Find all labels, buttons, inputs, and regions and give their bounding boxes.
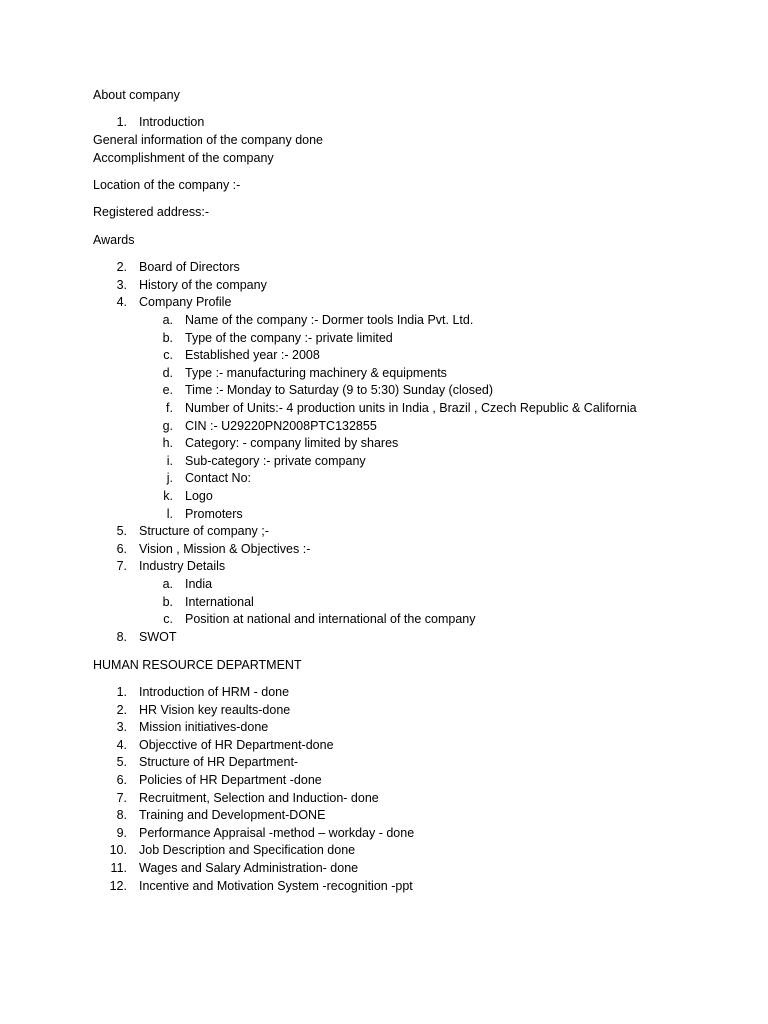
profile-list-item: Name of the company :- Dormer tools India Pvt. Ltd. [185,313,474,327]
list-number: 2. [116,702,127,717]
location-line: Location of the company :- [93,178,241,192]
list-number: 6. [116,773,127,787]
list-number: b. [162,594,173,609]
registered-address-line: Registered address:- [93,205,210,219]
list-number: e. [162,383,173,398]
hr-list-item: Incentive and Motivation System -recognition -ppt [139,878,413,893]
list-item: History of the company [139,277,267,292]
profile-list-item: Established year :- 2008 [185,348,320,363]
list-number: d. [162,365,173,380]
profile-list-item: Contact No: [185,471,252,486]
profile-list-item: Category: - company limited by shares [185,436,399,451]
hr-list-item: Recruitment, Selection and Induction- done [139,790,379,805]
list-number: 8. [116,808,127,823]
list-number: c. [163,612,173,627]
list-number: 12. [109,878,127,893]
list-item: Structure of company ;- [139,524,269,538]
list-item: Company Profile [139,295,232,310]
list-number: k. [163,489,173,503]
profile-list-item: Type of the company :- private limited [185,330,393,345]
list-number: 7. [116,790,127,805]
list-number: 5. [116,755,127,770]
list-number: 9. [116,825,127,840]
hr-list-item: Mission initiatives-done [139,720,269,735]
hr-list-item: Introduction of HRM - done [139,685,290,699]
list-number: i. [166,453,173,468]
list-number: 4. [116,295,127,310]
list-number: 4. [116,737,127,752]
list-number: f. [166,401,173,415]
list-number: 3. [116,720,127,735]
list-number: l. [166,506,173,521]
hr-list-item: Wages and Salary Administration- done [139,861,359,875]
list-number: 6. [116,541,127,556]
list-item: Vision , Mission & Objectives :- [139,541,311,556]
accomplishment-line: Accomplishment of the company [93,151,274,165]
profile-list-item: Logo [185,489,213,503]
list-number: 1. [116,115,127,129]
list-number: 7. [116,559,127,574]
list-number: a. [162,313,173,327]
industry-list-item: India [185,577,213,591]
list-number: a. [162,577,173,591]
general-information-line: General information of the company done [93,133,323,147]
list-item: Board of Directors [139,260,240,274]
list-number: 5. [116,524,127,538]
hr-list-item: Training and Development-DONE [139,808,326,823]
hr-list-item: Objecctive of HR Department-done [139,737,334,752]
list-number: 8. [116,630,127,644]
list-number: 3. [116,277,127,292]
list-item-swot: SWOT [139,630,177,644]
list-number: c. [163,348,173,363]
profile-list-item: CIN :- U29220PN2008PTC132855 [185,418,377,433]
profile-list-item: Promoters [185,506,243,521]
list-number: 1. [116,685,127,699]
profile-list-item: Time :- Monday to Saturday (9 to 5:30) Sunday (closed) [185,383,494,398]
hr-list-item: Job Description and Specification done [139,843,356,858]
list-number: g. [162,418,173,433]
hr-list-item: HR Vision key reaults-done [139,702,291,717]
list-number: 2. [116,260,127,274]
industry-list-item: Position at national and international of the company [185,612,476,627]
about-company-heading: About company [93,88,180,102]
profile-list-item: Type :- manufacturing machinery & equipments [185,365,447,380]
hr-department-heading: HUMAN RESOURCE DEPARTMENT [93,658,302,672]
list-number: h. [162,436,173,451]
hr-list-item: Performance Appraisal -method – workday - done [139,825,415,840]
list-item-introduction: Introduction [139,115,205,129]
list-number: b. [162,330,173,345]
hr-list-item: Policies of HR Department -done [139,773,322,787]
profile-list-item: Sub-category :- private company [185,453,366,468]
profile-list-item: Number of Units:- 4 production units in India , Brazil , Czech Republic & California [185,401,637,415]
list-item: Industry Details [139,559,226,574]
list-number: 10. [109,843,127,858]
awards-line: Awards [93,233,135,247]
industry-list-item: International [185,594,254,609]
hr-list-item: Structure of HR Department- [139,755,299,770]
list-number: 11. [110,861,127,875]
list-number: j. [166,471,173,486]
